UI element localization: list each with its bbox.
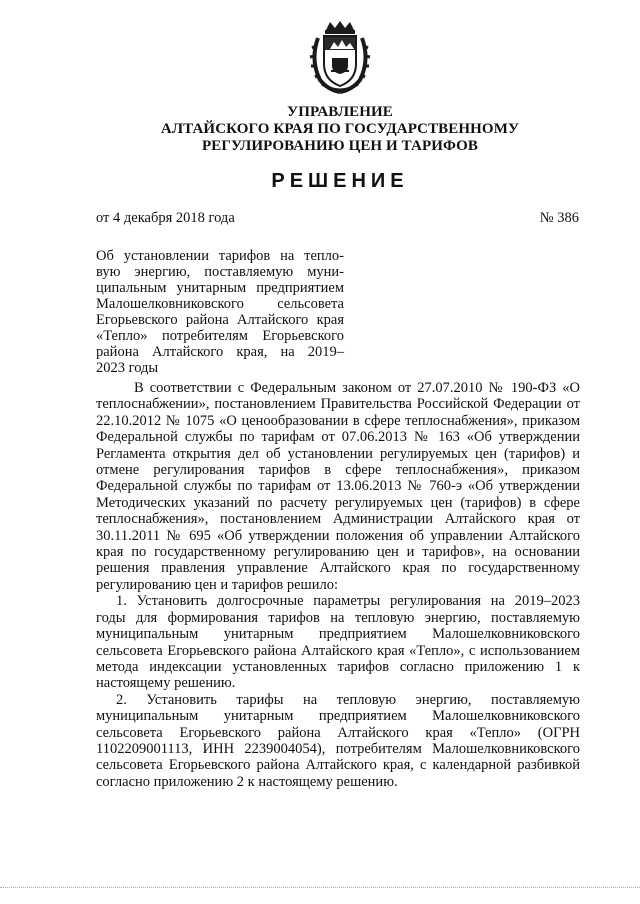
subject-line: 2023 годы (96, 360, 159, 376)
body-line: теплоснабжения», постановлением Администрации Алтайского края от (96, 511, 580, 528)
body-line: 1. Установить долгосрочные параметры регулирования на 2019–2023 (116, 593, 580, 610)
page-bottom-divider (0, 887, 640, 888)
body-line: 30.11.2011 № 695 «Об утверждении положения об управлении Алтайского (96, 527, 580, 544)
body-line: метода индексации установленных тарифов согласно приложению 1 к (96, 658, 580, 675)
body-line: регулированию цен и тарифов решило: (96, 576, 338, 593)
body-line: 22.10.2012 № 1075 «О ценообразовании в сфере теплоснабжения», приказом (96, 412, 580, 429)
body-line: настоящему решению. (96, 675, 236, 692)
body-line: отмене регулирования тарифов в сфере теплоснабжения», приказом (96, 462, 580, 479)
coat-of-arms-icon (308, 20, 372, 96)
document-body (96, 380, 580, 790)
subject-line: Об установлении тарифов на тепло- (96, 248, 344, 264)
body-line: согласно приложению 2 к настоящему решению. (96, 773, 398, 790)
subject-line: ципальным унитарным предприятием (96, 280, 344, 296)
body-line: Федеральной службы по тарифам от 07.06.2013 № 163 «Об утверждении (96, 429, 580, 446)
subject-line: Егорьевского района Алтайского края (96, 312, 344, 328)
document-date: от 4 декабря 2018 года (96, 210, 235, 226)
body-line: края по государственному регулированию цен и тарифов», на основании (96, 544, 580, 561)
body-line: муниципальным унитарным предприятием Малошелковниковского (96, 708, 580, 725)
body-line: 1102209001113, ИНН 2239004054), потребителям Малошелковниковского (96, 740, 580, 757)
subject-line: района Алтайского края, на 2019– (96, 344, 344, 360)
body-line: теплоснабжении», постановлением Правительства Российской Федерации от (96, 396, 580, 413)
org-title-line-2: АЛТАЙСКОГО КРАЯ ПО ГОСУДАРСТВЕННОМУ (160, 121, 520, 137)
body-line: сельсовета Егорьевского района Алтайского края «Тепло», с использованием (96, 642, 580, 659)
body-line: сельсовета Егорьевского района Алтайского края «Тепло» (ОГРН (96, 724, 580, 741)
body-line: 2. Установить тарифы на тепловую энергию, поставляемую (116, 691, 580, 708)
subject-line: вую энергию, поставляемую муни- (96, 264, 344, 280)
body-line: Федеральной службы по тарифам от 13.06.2013 № 760-э «Об утверждении (96, 478, 580, 495)
document-subject (96, 248, 344, 376)
body-line: годы для формирования тарифов на тепловую энергию, поставляемую (96, 609, 580, 626)
org-title-line-1: УПРАВЛЕНИЕ (287, 104, 393, 120)
document-number: № 386 (539, 210, 579, 226)
body-line: Методических указаний по расчету регулируемых цен (тарифов) в сфере (96, 494, 580, 511)
document-type-heading: РЕШЕНИЕ (271, 170, 409, 192)
org-title-line-3: РЕГУЛИРОВАНИЮ ЦЕН И ТАРИФОВ (201, 138, 479, 154)
body-line: муниципальным унитарным предприятием Малошелковниковского (96, 626, 580, 643)
body-line: В соответствии с Федеральным законом от 27.07.2010 № 190-ФЗ «О (134, 380, 580, 396)
subject-line: Малошелковниковского сельсовета (96, 296, 344, 312)
body-line: сельсовета Егорьевского района Алтайского края, с календарной разбивкой (96, 757, 580, 774)
subject-line: «Тепло» потребителям Егорьевского (96, 328, 344, 344)
body-line: Регламента открытия дел об установлении регулируемых цен (тарифов) и (96, 445, 580, 462)
body-line: решения правления управление Алтайского края по государственному (96, 560, 580, 577)
